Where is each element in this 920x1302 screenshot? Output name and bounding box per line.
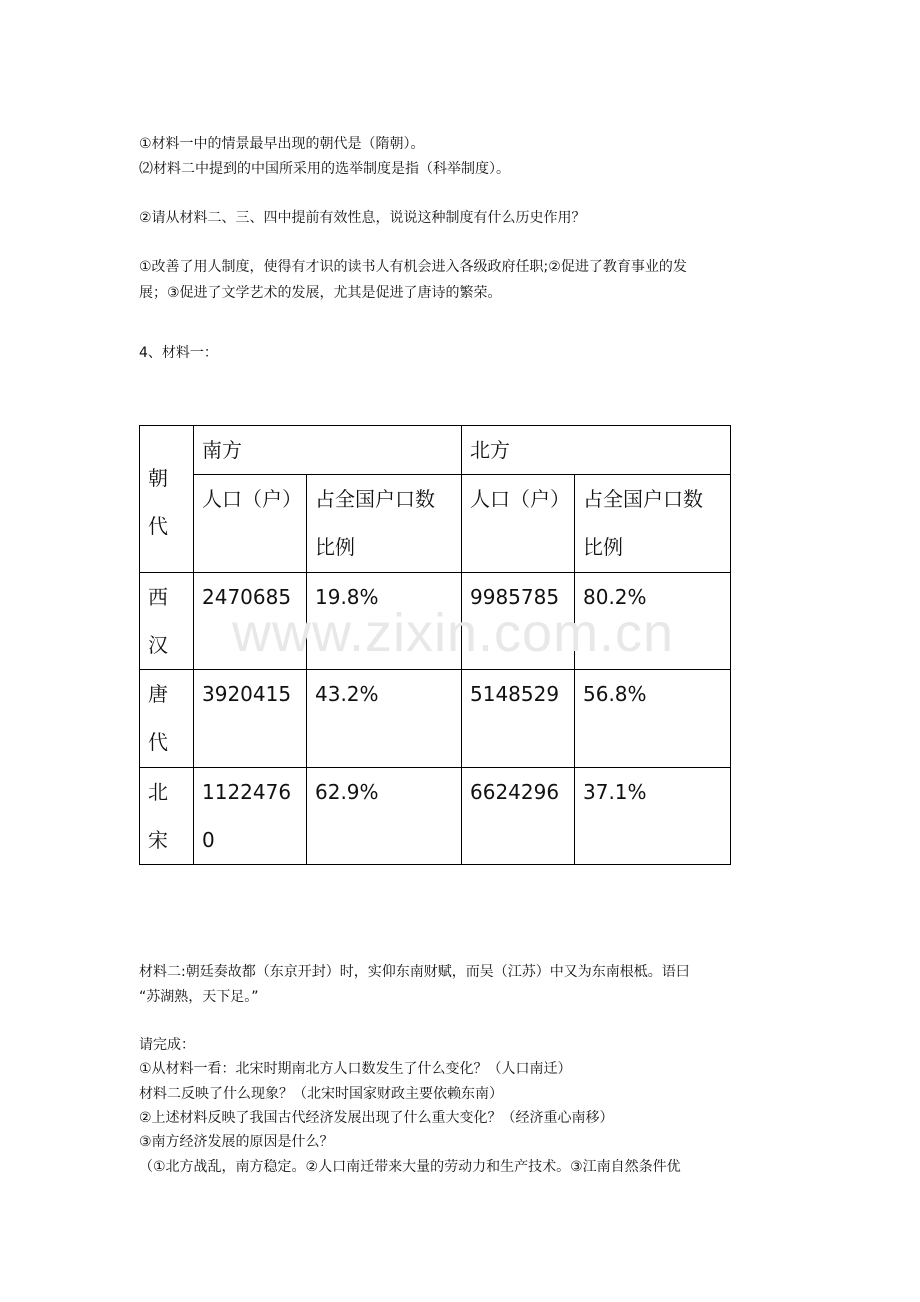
dynasty-cell xyxy=(140,670,194,768)
dynasty-header-char-2: 代 xyxy=(148,514,168,538)
answer-line-5: 展；③促进了文学艺术的发展，尤其是促进了唐诗的繁荣。 xyxy=(139,285,502,301)
south-ratio-label-2: 比例 xyxy=(315,535,355,559)
north-ratio-label-2: 比例 xyxy=(583,535,623,559)
prompt-line: 请完成： xyxy=(139,1037,195,1053)
answer-line-4: ①改善了用人制度，使得有才识的读书人有机会进入各级政府任职;②促进了教育事业的发 xyxy=(139,259,687,275)
south-ratio-cell: 62.9% xyxy=(307,768,462,865)
south-header: 南方 xyxy=(194,426,462,475)
material-two-line-2: “苏湖熟，天下足。” xyxy=(139,989,259,1005)
south-pop-label: 人口（户） xyxy=(194,475,307,573)
answer-line-2: ⑵材料二中提到的中国所采用的选举制度是指（科举制度）。 xyxy=(139,161,510,177)
qa-line-1: ①从材料一看：北宋时期南北方人口数发生了什么变化？（人口南迁） xyxy=(139,1061,572,1077)
table-row xyxy=(140,573,731,670)
dynasty-header-cell xyxy=(140,426,194,573)
south-ratio-cell: 43.2% xyxy=(307,670,462,768)
section-heading: 4、材料一： xyxy=(139,345,218,361)
north-ratio-cell: 56.8% xyxy=(575,670,731,768)
south-ratio-cell: 19.8% xyxy=(307,573,462,670)
north-pop-cell: 9985785 xyxy=(462,573,575,670)
south-ratio-label-1: 占全国户口数 xyxy=(315,487,435,511)
dynasty-char-1: 西 xyxy=(148,585,168,609)
south-pop-cell: 3920415 xyxy=(194,670,307,768)
north-pop-cell: 5148529 xyxy=(462,670,575,768)
north-pop-cell: 6624296 xyxy=(462,768,575,865)
north-ratio-cell: 37.1% xyxy=(575,768,731,865)
south-pop-cell: 2470685 xyxy=(194,573,307,670)
north-ratio-label-1: 占全国户口数 xyxy=(583,487,703,511)
qa-line-5: （①北方战乱，南方稳定。②人口南迁带来大量的劳动力和生产技术。③江南自然条件优 xyxy=(139,1159,681,1175)
south-pop-part-1: 1122476 xyxy=(202,780,292,804)
south-pop-cell xyxy=(194,768,307,865)
dynasty-char-2: 代 xyxy=(148,730,168,754)
table-row xyxy=(140,670,731,768)
answer-line-1: ①材料一中的情景最早出现的朝代是（隋朝）。 xyxy=(139,136,425,152)
material-two-line-1: 材料二:朝廷奏故都（东京开封）时，实仰东南财赋，而吴（江苏）中又为东南根柢。语曰 xyxy=(139,964,690,980)
watermark: www.zixin.com.cn xyxy=(232,603,675,663)
dynasty-char-1: 唐 xyxy=(148,682,168,706)
south-ratio-label xyxy=(307,475,462,573)
question-line-3: ②请从材料二、三、四中提前有效性息，说说这种制度有什么历史作用？ xyxy=(139,210,586,226)
north-header: 北方 xyxy=(462,426,731,475)
north-ratio-cell: 80.2% xyxy=(575,573,731,670)
dynasty-char-2: 宋 xyxy=(148,828,168,852)
south-pop-part-2: 0 xyxy=(202,828,215,852)
population-table xyxy=(139,425,731,865)
table-row xyxy=(140,768,731,865)
dynasty-cell xyxy=(140,768,194,865)
north-ratio-label xyxy=(575,475,731,573)
dynasty-char-2: 汉 xyxy=(148,633,168,657)
dynasty-header-char-1: 朝 xyxy=(148,466,168,490)
dynasty-char-1: 北 xyxy=(148,780,168,804)
qa-line-2: 材料二反映了什么现象？（北宋时国家财政主要依赖东南） xyxy=(139,1086,503,1102)
north-pop-label: 人口（户） xyxy=(462,475,575,573)
dynasty-cell xyxy=(140,573,194,670)
qa-line-3: ②上述材料反映了我国古代经济发展出现了什么重大变化？（经济重心南移） xyxy=(139,1110,614,1126)
qa-line-4: ③南方经济发展的原因是什么？ xyxy=(139,1134,334,1150)
